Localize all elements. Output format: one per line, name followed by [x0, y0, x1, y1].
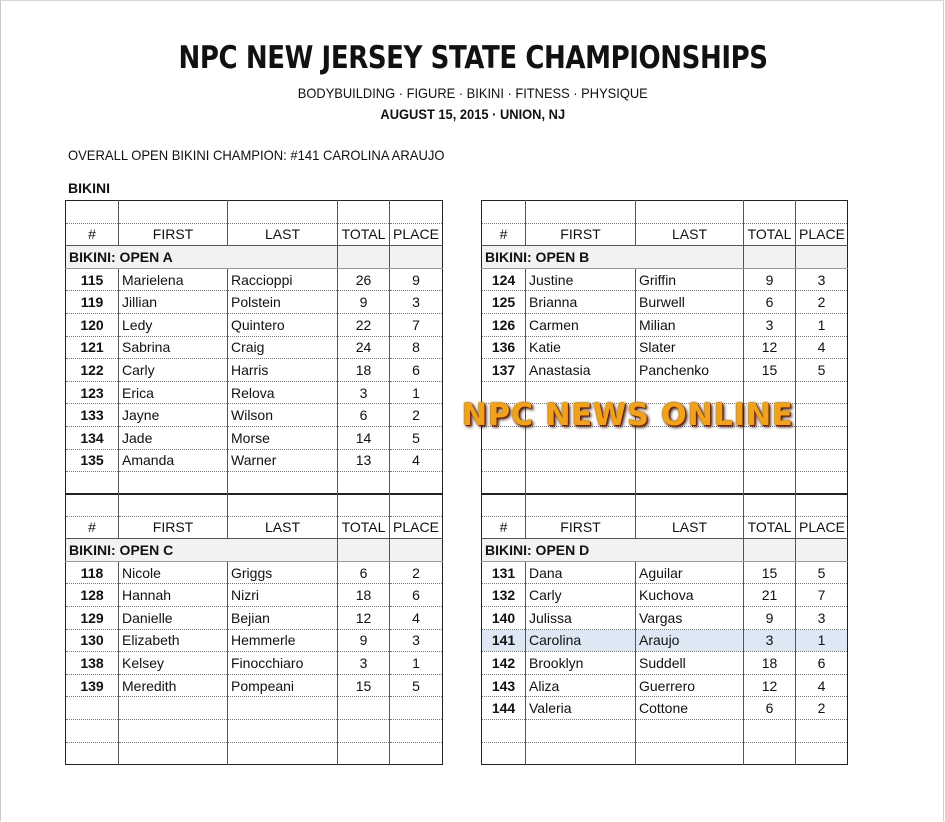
competitor-total: 6	[744, 291, 796, 314]
col-first-header: FIRST	[526, 516, 636, 539]
section-label: BIKINI	[68, 180, 110, 196]
competitor-number: 143	[482, 674, 526, 697]
competitor-last-name: Morse	[228, 426, 338, 449]
competitor-row	[482, 561, 848, 584]
competitor-last-name: Milian	[636, 313, 744, 336]
competitor-total: 9	[744, 268, 796, 291]
competitor-first-name: Jade	[119, 426, 228, 449]
competitor-place: 6	[796, 652, 848, 675]
competitor-total: 3	[338, 652, 390, 675]
competitor-last-name: Burwell	[636, 291, 744, 314]
group-label: BIKINI: OPEN A	[66, 246, 338, 269]
competitor-place: 8	[390, 336, 443, 359]
competitor-first-name: Katie	[526, 336, 636, 359]
empty-cell	[228, 472, 338, 495]
competitor-first-name: Anastasia	[526, 359, 636, 382]
col-place-header: PLACE	[390, 516, 443, 539]
empty-row	[482, 719, 848, 742]
competitor-row	[482, 674, 848, 697]
empty-cell	[482, 472, 526, 495]
competitor-first-name: Marielena	[119, 268, 228, 291]
competitor-last-name: Griggs	[228, 561, 338, 584]
empty-cell	[526, 472, 636, 495]
blank-row	[66, 494, 443, 517]
competitor-last-name: Araujo	[636, 629, 744, 652]
blank-cell	[228, 201, 338, 224]
empty-cell	[338, 697, 390, 720]
competitor-row	[482, 584, 848, 607]
competitor-place: 3	[390, 629, 443, 652]
blank-cell	[796, 494, 848, 517]
competitor-total: 15	[744, 561, 796, 584]
competitor-first-name: Valeria	[526, 697, 636, 720]
competitor-total: 13	[338, 449, 390, 472]
competitor-last-name: Slater	[636, 336, 744, 359]
competitor-total: 21	[744, 584, 796, 607]
competitor-last-name: Kuchova	[636, 584, 744, 607]
group-cell-empty	[390, 539, 443, 562]
competitor-place: 5	[796, 359, 848, 382]
competitor-row	[66, 652, 443, 675]
group-label: BIKINI: OPEN D	[482, 539, 744, 562]
competitor-number: 138	[66, 652, 119, 675]
competitor-number: 142	[482, 652, 526, 675]
empty-cell	[66, 719, 119, 742]
competitor-place: 4	[390, 449, 443, 472]
empty-cell	[390, 697, 443, 720]
competitor-total: 9	[744, 606, 796, 629]
competitor-row	[482, 629, 848, 652]
competitor-place: 1	[390, 652, 443, 675]
results-table-open-d	[481, 493, 848, 765]
results-table-open-c	[65, 493, 443, 765]
blank-cell	[338, 201, 390, 224]
competitor-first-name: Jayne	[119, 404, 228, 427]
competitor-first-name: Brianna	[526, 291, 636, 314]
competitor-number: 121	[66, 336, 119, 359]
competitor-first-name: Carly	[119, 359, 228, 382]
empty-cell	[338, 742, 390, 765]
competitor-number: 141	[482, 629, 526, 652]
competitor-last-name: Griffin	[636, 268, 744, 291]
empty-cell	[228, 697, 338, 720]
competitor-total: 9	[338, 629, 390, 652]
group-cell-empty	[744, 539, 796, 562]
competitor-first-name: Julissa	[526, 606, 636, 629]
col-number-header: #	[66, 516, 119, 539]
empty-row	[66, 697, 443, 720]
col-number-header: #	[482, 223, 526, 246]
competitor-place: 9	[390, 268, 443, 291]
competitor-total: 3	[744, 313, 796, 336]
empty-cell	[744, 472, 796, 495]
empty-cell	[796, 472, 848, 495]
empty-cell	[636, 719, 744, 742]
group-row	[482, 539, 848, 562]
competitor-total: 15	[338, 674, 390, 697]
blank-cell	[744, 201, 796, 224]
competitor-place: 2	[390, 404, 443, 427]
competitor-place: 1	[796, 313, 848, 336]
col-place-header: PLACE	[390, 223, 443, 246]
empty-cell	[119, 697, 228, 720]
competitor-first-name: Kelsey	[119, 652, 228, 675]
competitor-row	[66, 674, 443, 697]
empty-cell	[390, 472, 443, 495]
competitor-total: 12	[744, 674, 796, 697]
competitor-last-name: Quintero	[228, 313, 338, 336]
competitor-number: 115	[66, 268, 119, 291]
competitor-first-name: Amanda	[119, 449, 228, 472]
competitor-place: 3	[796, 268, 848, 291]
competitor-last-name: Finocchiaro	[228, 652, 338, 675]
competitor-place: 5	[390, 426, 443, 449]
competitor-row	[66, 291, 443, 314]
competitor-row	[482, 697, 848, 720]
group-row	[66, 246, 443, 269]
competitor-first-name: Jillian	[119, 291, 228, 314]
blank-row	[66, 201, 443, 224]
empty-cell	[338, 719, 390, 742]
competitor-row	[66, 449, 443, 472]
competitor-number: 126	[482, 313, 526, 336]
empty-cell	[744, 719, 796, 742]
competitor-place: 6	[390, 359, 443, 382]
competitor-number: 133	[66, 404, 119, 427]
competitor-last-name: Raccioppi	[228, 268, 338, 291]
blank-cell	[482, 201, 526, 224]
empty-cell	[338, 472, 390, 495]
competitor-row	[66, 629, 443, 652]
competitor-total: 9	[338, 291, 390, 314]
col-last-header: LAST	[228, 223, 338, 246]
competitor-last-name: Wilson	[228, 404, 338, 427]
blank-cell	[526, 494, 636, 517]
blank-cell	[119, 201, 228, 224]
competitor-place: 2	[796, 291, 848, 314]
col-first-header: FIRST	[119, 516, 228, 539]
competitor-first-name: Dana	[526, 561, 636, 584]
group-cell-empty	[338, 539, 390, 562]
competitor-row	[482, 268, 848, 291]
competitor-first-name: Meredith	[119, 674, 228, 697]
empty-cell	[526, 719, 636, 742]
empty-cell	[796, 426, 848, 449]
col-number-header: #	[66, 223, 119, 246]
competitor-row	[66, 426, 443, 449]
competitor-last-name: Relova	[228, 381, 338, 404]
blank-cell	[796, 201, 848, 224]
col-total-header: TOTAL	[744, 516, 796, 539]
col-last-header: LAST	[636, 223, 744, 246]
group-label: BIKINI: OPEN B	[482, 246, 744, 269]
competitor-number: 130	[66, 629, 119, 652]
competitor-place: 5	[796, 561, 848, 584]
blank-cell	[636, 201, 744, 224]
competitor-number: 119	[66, 291, 119, 314]
competitor-first-name: Erica	[119, 381, 228, 404]
empty-cell	[66, 697, 119, 720]
results-table-open-b	[481, 200, 848, 495]
blank-cell	[66, 494, 119, 517]
competitor-row	[482, 606, 848, 629]
empty-cell	[390, 742, 443, 765]
group-row	[482, 246, 848, 269]
competitor-last-name: Guerrero	[636, 674, 744, 697]
col-total-header: TOTAL	[338, 516, 390, 539]
competitor-number: 134	[66, 426, 119, 449]
competitor-first-name: Sabrina	[119, 336, 228, 359]
group-cell-empty	[796, 246, 848, 269]
competitor-place: 4	[796, 336, 848, 359]
competitor-row	[482, 359, 848, 382]
empty-cell	[636, 742, 744, 765]
competitor-first-name: Hannah	[119, 584, 228, 607]
blank-cell	[390, 201, 443, 224]
group-cell-empty	[390, 246, 443, 269]
competitor-number: 144	[482, 697, 526, 720]
competitor-row	[66, 584, 443, 607]
empty-cell	[526, 449, 636, 472]
col-last-header: LAST	[228, 516, 338, 539]
competitor-last-name: Panchenko	[636, 359, 744, 382]
competitor-row	[482, 336, 848, 359]
group-label: BIKINI: OPEN C	[66, 539, 338, 562]
competitor-total: 24	[338, 336, 390, 359]
blank-cell	[744, 494, 796, 517]
competitor-first-name: Carly	[526, 584, 636, 607]
competitor-place: 1	[390, 381, 443, 404]
competitor-number: 118	[66, 561, 119, 584]
competitor-place: 5	[390, 674, 443, 697]
competitor-last-name: Harris	[228, 359, 338, 382]
empty-cell	[482, 449, 526, 472]
competitor-total: 12	[744, 336, 796, 359]
competitor-last-name: Vargas	[636, 606, 744, 629]
empty-cell	[796, 404, 848, 427]
competitor-number: 131	[482, 561, 526, 584]
results-table-open-a	[65, 200, 443, 495]
blank-cell	[66, 201, 119, 224]
competitor-total: 6	[744, 697, 796, 720]
competitor-total: 12	[338, 606, 390, 629]
competitor-total: 26	[338, 268, 390, 291]
empty-cell	[482, 742, 526, 765]
competitor-row	[66, 336, 443, 359]
blank-cell	[338, 494, 390, 517]
competitor-number: 125	[482, 291, 526, 314]
empty-cell	[119, 472, 228, 495]
competitor-number: 124	[482, 268, 526, 291]
competitor-place: 7	[796, 584, 848, 607]
col-first-header: FIRST	[119, 223, 228, 246]
competitor-row	[66, 381, 443, 404]
empty-row	[482, 742, 848, 765]
competitor-total: 22	[338, 313, 390, 336]
competitor-total: 14	[338, 426, 390, 449]
competitor-first-name: Aliza	[526, 674, 636, 697]
empty-cell	[228, 742, 338, 765]
competitor-last-name: Hemmerle	[228, 629, 338, 652]
group-cell-empty	[338, 246, 390, 269]
blank-row	[482, 494, 848, 517]
col-last-header: LAST	[636, 516, 744, 539]
empty-row	[66, 719, 443, 742]
col-place-header: PLACE	[796, 223, 848, 246]
competitor-row	[66, 313, 443, 336]
empty-cell	[796, 381, 848, 404]
competitor-first-name: Justine	[526, 268, 636, 291]
competitor-first-name: Carmen	[526, 313, 636, 336]
empty-row	[66, 472, 443, 495]
competitor-number: 120	[66, 313, 119, 336]
competitor-place: 3	[390, 291, 443, 314]
competitor-last-name: Bejian	[228, 606, 338, 629]
blank-cell	[636, 494, 744, 517]
header-row	[66, 516, 443, 539]
empty-cell	[526, 742, 636, 765]
competitor-place: 4	[796, 674, 848, 697]
competitor-first-name: Danielle	[119, 606, 228, 629]
page-subtitle: BODYBUILDING · FIGURE · BIKINI · FITNESS · PHYSIQUE	[297, 85, 648, 101]
empty-cell	[66, 472, 119, 495]
blank-cell	[526, 201, 636, 224]
empty-cell	[796, 449, 848, 472]
empty-cell	[796, 719, 848, 742]
competitor-number: 122	[66, 359, 119, 382]
empty-cell	[744, 449, 796, 472]
col-number-header: #	[482, 516, 526, 539]
page-title: NPC NEW JERSEY STATE CHAMPIONSHIPS	[178, 40, 768, 76]
competitor-last-name: Suddell	[636, 652, 744, 675]
competitor-total: 18	[338, 359, 390, 382]
competitor-total: 15	[744, 359, 796, 382]
event-dateline: AUGUST 15, 2015 · UNION, NJ	[380, 106, 566, 122]
competitor-number: 132	[482, 584, 526, 607]
competitor-number: 140	[482, 606, 526, 629]
competitor-total: 18	[338, 584, 390, 607]
competitor-place: 2	[796, 697, 848, 720]
competitor-place: 1	[796, 629, 848, 652]
empty-cell	[119, 742, 228, 765]
competitor-first-name: Elizabeth	[119, 629, 228, 652]
competitor-row	[482, 291, 848, 314]
overall-champion: OVERALL OPEN BIKINI CHAMPION: #141 CAROLINA ARAUJO	[68, 147, 445, 163]
competitor-place: 6	[390, 584, 443, 607]
group-cell-empty	[744, 246, 796, 269]
competitor-number: 123	[66, 381, 119, 404]
competitor-last-name: Pompeani	[228, 674, 338, 697]
empty-cell	[636, 449, 744, 472]
competitor-row	[66, 606, 443, 629]
empty-cell	[482, 719, 526, 742]
competitor-place: 4	[390, 606, 443, 629]
competitor-first-name: Nicole	[119, 561, 228, 584]
competitor-total: 6	[338, 561, 390, 584]
competitor-last-name: Craig	[228, 336, 338, 359]
competitor-last-name: Warner	[228, 449, 338, 472]
competitor-last-name: Aguilar	[636, 561, 744, 584]
group-cell-empty	[796, 539, 848, 562]
blank-cell	[390, 494, 443, 517]
empty-cell	[796, 742, 848, 765]
col-first-header: FIRST	[526, 223, 636, 246]
competitor-number: 136	[482, 336, 526, 359]
competitor-first-name: Ledy	[119, 313, 228, 336]
blank-cell	[228, 494, 338, 517]
competitor-total: 6	[338, 404, 390, 427]
competitor-row	[66, 561, 443, 584]
competitor-place: 7	[390, 313, 443, 336]
empty-cell	[390, 719, 443, 742]
competitor-number: 129	[66, 606, 119, 629]
empty-row	[482, 472, 848, 495]
header-row	[482, 223, 848, 246]
competitor-number: 139	[66, 674, 119, 697]
competitor-last-name: Polstein	[228, 291, 338, 314]
header-row	[482, 516, 848, 539]
competitor-place: 2	[390, 561, 443, 584]
blank-row	[482, 201, 848, 224]
competitor-row	[66, 404, 443, 427]
competitor-place: 3	[796, 606, 848, 629]
col-total-header: TOTAL	[744, 223, 796, 246]
competitor-number: 137	[482, 359, 526, 382]
empty-row	[66, 742, 443, 765]
header-row	[66, 223, 443, 246]
col-total-header: TOTAL	[338, 223, 390, 246]
empty-cell	[228, 719, 338, 742]
competitor-last-name: Nizri	[228, 584, 338, 607]
empty-cell	[636, 472, 744, 495]
blank-cell	[482, 494, 526, 517]
empty-cell	[744, 742, 796, 765]
competitor-number: 135	[66, 449, 119, 472]
blank-cell	[119, 494, 228, 517]
competitor-row	[66, 359, 443, 382]
empty-row	[482, 449, 848, 472]
competitor-total: 3	[338, 381, 390, 404]
competitor-number: 128	[66, 584, 119, 607]
competitor-first-name: Brooklyn	[526, 652, 636, 675]
competitor-row	[66, 268, 443, 291]
group-row	[66, 539, 443, 562]
competitor-row	[482, 652, 848, 675]
empty-cell	[66, 742, 119, 765]
competitor-total: 18	[744, 652, 796, 675]
watermark-logo: NPC NEWS ONLINE	[462, 398, 794, 433]
competitor-row	[482, 313, 848, 336]
col-place-header: PLACE	[796, 516, 848, 539]
competitor-last-name: Cottone	[636, 697, 744, 720]
competitor-total: 3	[744, 629, 796, 652]
empty-cell	[119, 719, 228, 742]
competitor-first-name: Carolina	[526, 629, 636, 652]
